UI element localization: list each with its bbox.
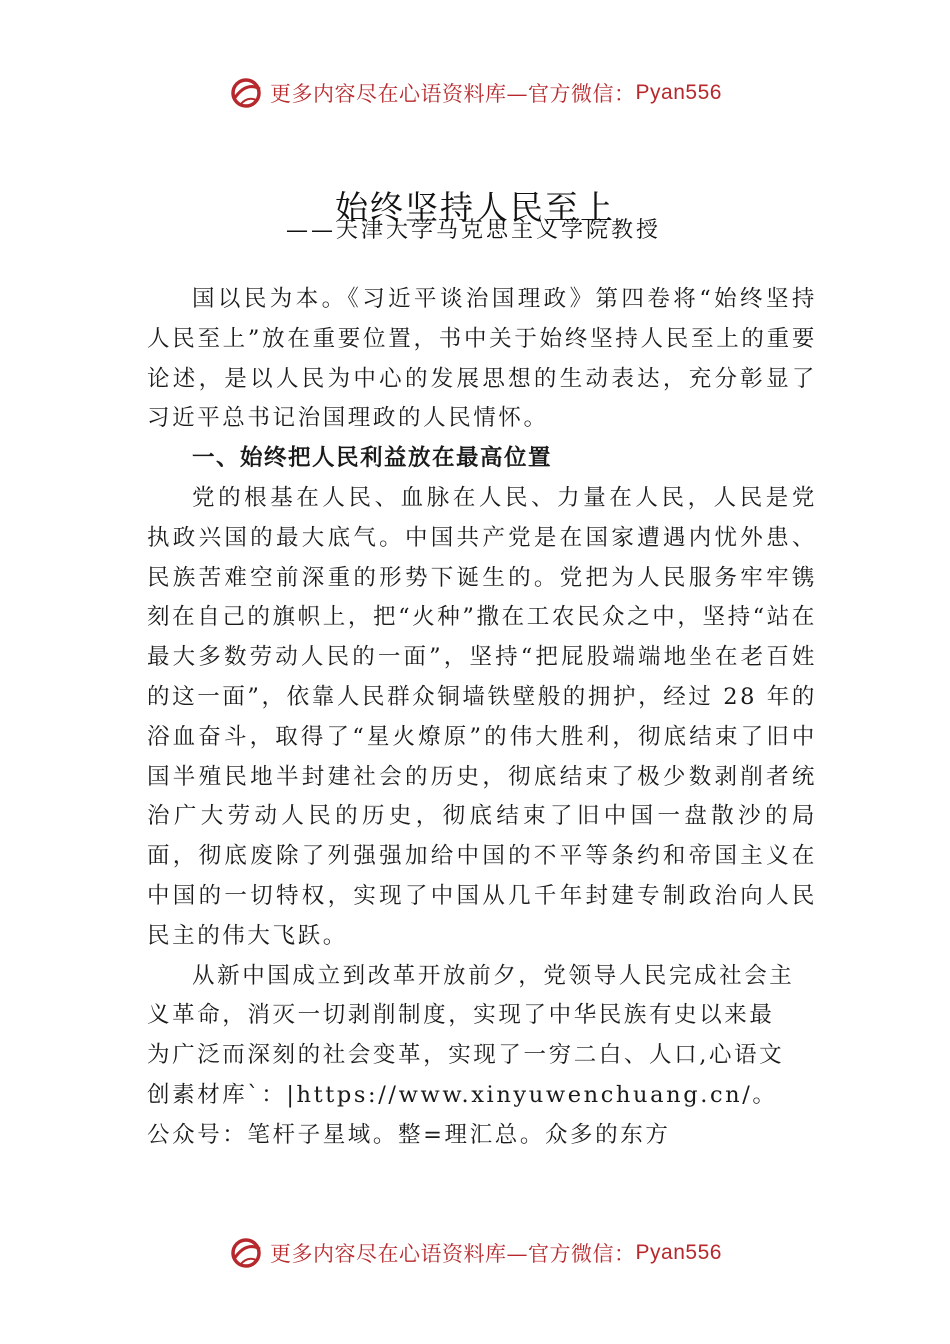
document-title: 始终坚持人民至上	[335, 188, 615, 228]
watermark-wechat: Pyan556	[635, 81, 722, 104]
paragraph: 党的根基在人民、血脉在人民、力量在人民，人民是党执政兴国的最大底气。中国共产党是在国家遭遇内忧外患、 民族苦难空前深重的形势下诞生的。党把为人民服务牢牢镌刻在自己的旗帜上，把“火种”撒在工农民众之中，坚持“站在最大多数劳动人民的一面”，坚持“把屁股端端地坐在老百姓的这一面”，依靠人民群众铜墙铁壁般的拥护，经过 28 年的浴血奋斗，取得了“星火燎原”的伟大胜利，彻底结束了旧中国半殖民地半封建社会的历史，彻底结束了极少数剥削者统治广大劳动人民的历史，彻底结束了旧中国一盘散沙的局面，彻底废除了列强强加给中国的不平等条约和帝国主义在中国的一切特权，实现了中国从几千年封建专制政治向人民民主的伟大飞跃。	[147, 484, 817, 949]
paragraph: 国以民为本。《习近平谈治国理政》第四卷将“始终坚持人民至上”放在重要位置，书中关于始终坚持人民至上的重要论述，是以人民为中心的发展思想的生动表达，充分彰显了习近平总书记治国理政的人民情怀。	[147, 286, 817, 432]
watermark-text: 更多内容尽在心语资料库—官方微信：	[270, 1242, 636, 1266]
document-subtitle: ——天津大学马克思主义学院教授	[286, 218, 662, 243]
watermark-banner-top	[0, 73, 950, 113]
watermark-banner-bottom	[0, 1233, 950, 1273]
document-body	[147, 280, 817, 1156]
watermark-wechat: Pyan556	[635, 1241, 722, 1264]
watermark-text: 更多内容尽在心语资料库—官方微信：	[270, 82, 636, 106]
paragraph: 从新中国成立到改革开放前夕，党领导人民完成社会主义革命，消灭一切剥削制度，实现了中华民族有史以来最为广泛而深刻的社会变革，实现了一穷二白、人口,心语文创素材库`：|https://www.xinyuwenchuang.cn/。公众号：笔杆子星域。整=理汇总。众多的东方	[147, 962, 795, 1148]
section-heading: 一、始终把人民利益放在最高位置	[192, 445, 553, 472]
brush-swirl-logo-icon	[228, 75, 264, 111]
brush-swirl-logo-icon	[228, 1235, 264, 1271]
